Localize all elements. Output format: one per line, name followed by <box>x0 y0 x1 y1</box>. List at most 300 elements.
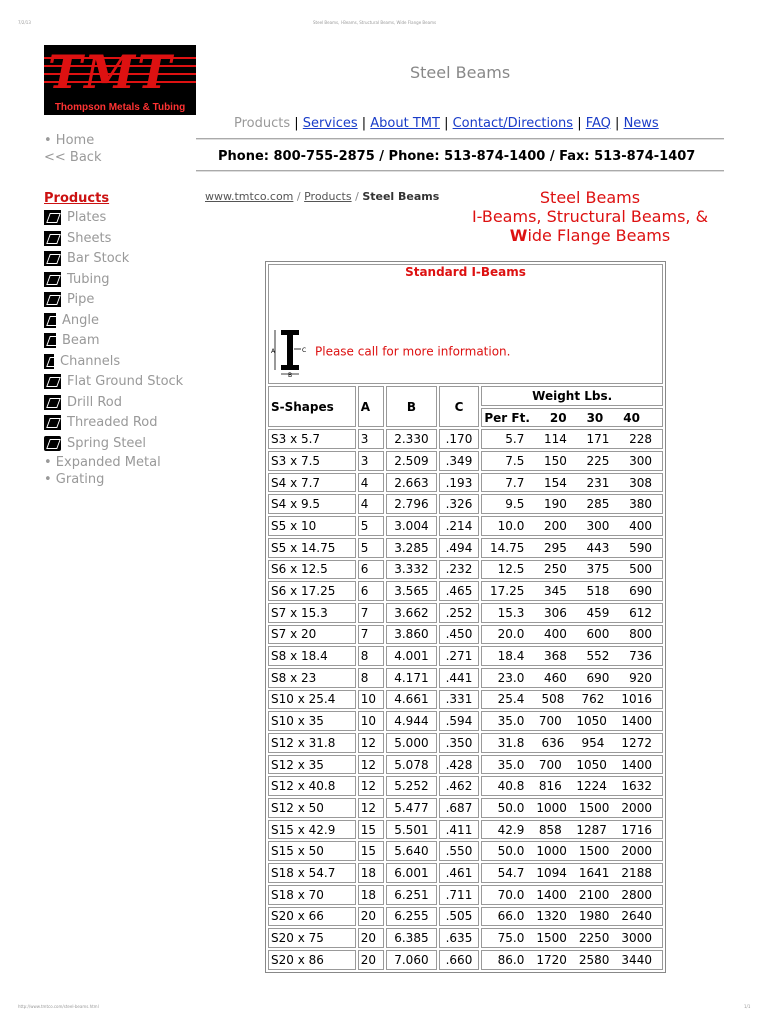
cell-b: 6.251 <box>386 885 436 905</box>
cell-a: 18 <box>358 885 385 905</box>
cell-weights <box>481 494 663 514</box>
cell-shape: S7 x 15.3 <box>268 603 356 623</box>
cell-shape: S12 x 50 <box>268 798 356 818</box>
cell-a: 3 <box>358 451 385 471</box>
cell-per-ft: 50.0 <box>497 800 525 815</box>
cell-per-ft: 5.7 <box>505 432 525 447</box>
cell-c: .635 <box>439 928 480 948</box>
cell-c: .461 <box>439 863 480 883</box>
table-row <box>268 451 663 471</box>
cell-per-ft: 40.8 <box>497 779 525 794</box>
cell-per-ft: 17.25 <box>490 584 525 599</box>
cell-c: .193 <box>439 473 480 493</box>
sidebar-grating-link[interactable]: • Grating <box>44 472 105 487</box>
cell-a: 12 <box>358 798 385 818</box>
cell-shape: S12 x 31.8 <box>268 733 356 753</box>
sidebar-item-label: Bar Stock <box>67 251 130 266</box>
cell-40: 2640 <box>621 909 652 924</box>
cell-40: 2000 <box>621 800 652 815</box>
cell-20: 114 <box>544 432 567 447</box>
cell-shape: S6 x 12.5 <box>268 560 356 580</box>
cell-b: 2.796 <box>386 494 436 514</box>
i-beam-diagram-icon <box>271 327 311 377</box>
header-per-ft: Per Ft. <box>484 410 530 425</box>
cell-a: 12 <box>358 755 385 775</box>
table-caption: Standard I-Beams <box>405 265 526 279</box>
cell-30: 552 <box>586 649 610 664</box>
cell-weights <box>481 538 663 558</box>
sidebar-item-label: Drill Rod <box>67 394 122 410</box>
header-weight-columns <box>481 408 663 428</box>
cell-b: 7.060 <box>386 950 436 970</box>
cell-c: .411 <box>439 820 480 840</box>
cell-a: 8 <box>358 668 385 688</box>
table-row <box>268 494 663 514</box>
cell-30: 1980 <box>578 909 610 924</box>
cell-per-ft: 42.9 <box>497 822 525 837</box>
sidebar-item-label: Pipe <box>67 292 95 307</box>
cell-c: .271 <box>439 646 480 666</box>
cell-a: 5 <box>358 538 385 558</box>
headline-line-3 <box>440 226 740 245</box>
breadcrumb-site-link[interactable]: www.tmtco.com <box>205 190 294 203</box>
cell-40: 2188 <box>621 865 652 880</box>
sidebar-item-sheets[interactable] <box>44 229 183 250</box>
cell-40: 380 <box>629 497 652 512</box>
nav-news-link[interactable]: News <box>623 116 659 131</box>
header-20: 20 <box>549 410 567 425</box>
cell-per-ft: 50.0 <box>497 844 525 859</box>
cell-per-ft: 54.7 <box>497 865 525 880</box>
cell-b: 3.565 <box>386 581 436 601</box>
cell-30: 518 <box>586 584 610 599</box>
cell-per-ft: 7.7 <box>505 475 525 490</box>
table-row <box>268 560 663 580</box>
cell-weights <box>481 516 663 536</box>
cell-a: 7 <box>358 625 385 645</box>
cell-weights <box>481 690 663 710</box>
tmt-logo[interactable] <box>44 45 196 115</box>
cell-per-ft: 70.0 <box>497 887 525 902</box>
cell-20: 1000 <box>536 844 567 859</box>
table-row <box>268 928 663 948</box>
cell-20: 154 <box>544 475 567 490</box>
cell-c: .331 <box>439 690 480 710</box>
cell-30: 225 <box>586 453 610 468</box>
sidebar-item-angle[interactable] <box>44 311 183 332</box>
cell-30: 690 <box>586 670 610 685</box>
cell-weights <box>481 950 663 970</box>
cell-weights <box>481 473 663 493</box>
cell-c: .660 <box>439 950 480 970</box>
cell-c: .550 <box>439 841 480 861</box>
cell-a: 4 <box>358 494 385 514</box>
cell-20: 1720 <box>536 952 567 967</box>
cell-20: 1320 <box>536 909 567 924</box>
cell-a: 6 <box>358 581 385 601</box>
table-row <box>268 711 663 731</box>
table-row <box>268 581 663 601</box>
cell-shape: S10 x 25.4 <box>268 690 356 710</box>
pipe-icon <box>44 292 61 307</box>
sidebar-item-label: Tubing <box>67 271 110 287</box>
cell-b: 3.285 <box>386 538 436 558</box>
cell-c: .594 <box>439 711 480 731</box>
breadcrumb-products-link[interactable]: Products <box>304 190 352 203</box>
cell-20: 368 <box>544 649 567 664</box>
cell-shape: S6 x 17.25 <box>268 581 356 601</box>
cell-20: 295 <box>544 540 567 555</box>
cell-30: 1050 <box>576 757 607 772</box>
cell-30: 1050 <box>576 714 607 729</box>
header-b: B <box>386 386 436 427</box>
sheets-icon <box>44 231 61 246</box>
cell-20: 1500 <box>536 931 567 946</box>
cell-b: 3.662 <box>386 603 436 623</box>
cell-30: 2250 <box>578 931 610 946</box>
cell-shape: S20 x 86 <box>268 950 356 970</box>
sidebar-item-beam[interactable] <box>44 331 183 352</box>
diagram-label-a: A <box>271 348 276 355</box>
cell-b: 5.640 <box>386 841 436 861</box>
cell-c: .465 <box>439 581 480 601</box>
cell-b: 2.509 <box>386 451 436 471</box>
cell-shape: S5 x 14.75 <box>268 538 356 558</box>
cell-b: 4.171 <box>386 668 436 688</box>
cell-weights <box>481 863 663 883</box>
sidebar-item-threaded-rod[interactable] <box>44 413 183 434</box>
logo-subtitle: Thompson Metals & Tubing <box>44 102 196 113</box>
cell-shape: S18 x 70 <box>268 885 356 905</box>
cell-b: 5.501 <box>386 820 436 840</box>
table-row <box>268 885 663 905</box>
cell-c: .505 <box>439 907 480 927</box>
nav-contact-link[interactable]: Contact/Directions <box>452 116 574 131</box>
print-footer-url: http://www.tmtco.com/steel-beams.html <box>18 1004 99 1009</box>
cell-30: 954 <box>581 735 605 750</box>
sidebar-products-heading[interactable]: Products <box>44 191 110 206</box>
headline-line-3-rest: ide Flange Beams <box>527 226 671 245</box>
cell-weights <box>481 885 663 905</box>
sidebar-item-label: Plates <box>67 210 107 225</box>
cell-20: 858 <box>538 822 562 837</box>
table-caption-cell <box>268 264 663 384</box>
spring-steel-icon <box>44 436 61 451</box>
cell-40: 690 <box>629 584 652 599</box>
cell-per-ft: 15.3 <box>497 605 525 620</box>
cell-per-ft: 75.0 <box>497 931 525 946</box>
cell-per-ft: 66.0 <box>497 909 525 924</box>
nav-divider <box>196 138 724 140</box>
cell-40: 300 <box>629 453 652 468</box>
cell-b: 5.078 <box>386 755 436 775</box>
cell-c: .349 <box>439 451 480 471</box>
cell-b: 5.252 <box>386 776 436 796</box>
call-for-info-text: Please call for more information. <box>315 344 511 359</box>
cell-30: 459 <box>586 605 610 620</box>
cell-a: 10 <box>358 711 385 731</box>
cell-20: 508 <box>541 692 565 707</box>
cell-shape: S15 x 50 <box>268 841 356 861</box>
cell-shape: S3 x 5.7 <box>268 429 356 449</box>
cell-b: 5.000 <box>386 733 436 753</box>
cell-20: 1094 <box>536 865 567 880</box>
cell-per-ft: 12.5 <box>497 562 525 577</box>
cell-30: 1500 <box>578 800 610 815</box>
cell-weights <box>481 625 663 645</box>
cell-40: 1016 <box>621 692 652 707</box>
cell-20: 150 <box>544 453 567 468</box>
cell-40: 736 <box>629 649 652 664</box>
cell-40: 590 <box>629 540 652 555</box>
cell-b: 4.001 <box>386 646 436 666</box>
cell-per-ft: 20.0 <box>497 627 525 642</box>
cell-b: 6.385 <box>386 928 436 948</box>
table-row <box>268 603 663 623</box>
diagram-label-c: C <box>302 347 307 354</box>
sidebar-item-spring-steel[interactable] <box>44 434 183 455</box>
cell-per-ft: 14.75 <box>490 540 525 555</box>
cell-c: .232 <box>439 560 480 580</box>
cell-30: 2580 <box>578 952 610 967</box>
standard-i-beams-table <box>265 261 666 973</box>
cell-20: 306 <box>544 605 567 620</box>
cell-a: 15 <box>358 820 385 840</box>
cell-30: 1500 <box>578 844 610 859</box>
cell-40: 800 <box>629 627 652 642</box>
sidebar-expanded-metal-link[interactable]: • Expanded Metal <box>44 455 161 470</box>
cell-c: .428 <box>439 755 480 775</box>
cell-per-ft: 7.5 <box>505 453 525 468</box>
sidebar-item-tubing[interactable] <box>44 270 183 291</box>
cell-weights <box>481 581 663 601</box>
threaded-rod-icon <box>44 415 61 430</box>
cell-c: .252 <box>439 603 480 623</box>
table-row <box>268 863 663 883</box>
sidebar-item-label: Spring Steel <box>67 435 147 451</box>
cell-b: 6.001 <box>386 863 436 883</box>
cell-30: 443 <box>586 540 610 555</box>
sidebar-item-drill-rod[interactable] <box>44 393 183 414</box>
nav-products-current: Products <box>234 116 291 131</box>
cell-per-ft: 86.0 <box>497 952 525 967</box>
cell-shape: S18 x 54.7 <box>268 863 356 883</box>
cell-weights <box>481 451 663 471</box>
cell-c: .450 <box>439 625 480 645</box>
cell-shape: S8 x 23 <box>268 668 356 688</box>
cell-c: .711 <box>439 885 480 905</box>
cell-weights <box>481 668 663 688</box>
sidebar-back-link[interactable]: << Back <box>44 150 102 165</box>
header-s-shapes: S-Shapes <box>268 386 356 427</box>
cell-b: 3.004 <box>386 516 436 536</box>
cell-20: 190 <box>544 497 567 512</box>
cell-20: 636 <box>541 735 565 750</box>
cell-30: 300 <box>586 518 610 533</box>
beam-icon <box>44 333 56 348</box>
diagram-label-b: B <box>288 372 293 377</box>
cell-40: 2000 <box>621 844 652 859</box>
table-row <box>268 841 663 861</box>
table-row <box>268 625 663 645</box>
table-row <box>268 776 663 796</box>
cell-20: 200 <box>544 518 567 533</box>
cell-b: 3.860 <box>386 625 436 645</box>
call-info-row <box>271 327 660 377</box>
header-30: 30 <box>586 410 604 425</box>
phone-line: Phone: 800-755-2875 / Phone: 513-874-1400 / Fax: 513-874-1407 <box>218 149 696 164</box>
breadcrumb-current: Steel Beams <box>362 190 440 203</box>
cell-c: .170 <box>439 429 480 449</box>
header-c: C <box>439 386 480 427</box>
cell-a: 18 <box>358 863 385 883</box>
logo-letters: TMT <box>48 45 174 99</box>
cell-shape: S12 x 40.8 <box>268 776 356 796</box>
sidebar-item-plates[interactable] <box>44 208 183 229</box>
sidebar-item-label: Threaded Rod <box>67 415 158 430</box>
cell-shape: S20 x 66 <box>268 907 356 927</box>
cell-30: 1224 <box>576 779 607 794</box>
print-footer-page: 1/1 <box>744 1004 751 1009</box>
cell-a: 20 <box>358 907 385 927</box>
cell-30: 171 <box>586 432 610 447</box>
print-date: 7/2/13 <box>18 20 31 25</box>
table-row <box>268 538 663 558</box>
cell-per-ft: 18.4 <box>497 649 525 664</box>
cell-b: 2.330 <box>386 429 436 449</box>
sidebar-item-label: Flat Ground Stock <box>67 374 184 389</box>
sidebar-item-flat-ground-stock[interactable] <box>44 372 183 393</box>
cell-20: 250 <box>544 562 567 577</box>
site-title: Steel Beams <box>410 63 511 82</box>
cell-a: 15 <box>358 841 385 861</box>
cell-30: 2100 <box>578 887 610 902</box>
nav-faq-link[interactable]: FAQ <box>585 116 611 131</box>
cell-per-ft: 10.0 <box>497 518 525 533</box>
cell-40: 228 <box>629 432 652 447</box>
cell-weights <box>481 603 663 623</box>
header-40: 40 <box>623 410 640 425</box>
cell-40: 3000 <box>621 931 652 946</box>
cell-20: 460 <box>544 670 567 685</box>
cell-30: 1287 <box>576 822 607 837</box>
cell-b: 2.663 <box>386 473 436 493</box>
cell-c: .462 <box>439 776 480 796</box>
table-row <box>268 690 663 710</box>
cell-30: 1641 <box>578 865 610 880</box>
sidebar-item-label: Beam <box>62 333 100 348</box>
cell-30: 285 <box>586 497 610 512</box>
cell-20: 400 <box>544 627 567 642</box>
cell-20: 700 <box>538 714 562 729</box>
headline-line-2: I-Beams, Structural Beams, & <box>471 207 709 226</box>
cell-40: 1632 <box>621 779 652 794</box>
sidebar-item-pipe[interactable] <box>44 290 183 311</box>
cell-40: 1716 <box>621 822 652 837</box>
cell-40: 3440 <box>621 952 652 967</box>
cell-shape: S4 x 7.7 <box>268 473 356 493</box>
cell-20: 816 <box>538 779 562 794</box>
cell-b: 4.661 <box>386 690 436 710</box>
cell-c: .494 <box>439 538 480 558</box>
cell-a: 4 <box>358 473 385 493</box>
table-row <box>268 668 663 688</box>
cell-weights <box>481 755 663 775</box>
sidebar-item-channels[interactable] <box>44 352 183 373</box>
cell-a: 10 <box>358 690 385 710</box>
breadcrumb: www.tmtco.com / Products / Steel Beams <box>205 190 440 203</box>
cell-c: .441 <box>439 668 480 688</box>
sidebar-item-bar-stock[interactable] <box>44 249 183 270</box>
angle-icon <box>44 313 56 328</box>
cell-c: .687 <box>439 798 480 818</box>
sidebar-item-label: Channels <box>60 353 121 369</box>
cell-weights <box>481 711 663 731</box>
cell-a: 7 <box>358 603 385 623</box>
cell-c: .350 <box>439 733 480 753</box>
table-row <box>268 820 663 840</box>
cell-b: 4.944 <box>386 711 436 731</box>
cell-40: 500 <box>629 562 652 577</box>
nav-services-link[interactable]: Services <box>302 116 358 131</box>
cell-c: .214 <box>439 516 480 536</box>
header-weight: Weight Lbs. <box>481 386 663 406</box>
cell-20: 1000 <box>536 800 567 815</box>
phone-divider <box>196 170 724 172</box>
table-row <box>268 798 663 818</box>
table-row <box>268 429 663 449</box>
sidebar-home-link[interactable]: • Home <box>44 133 95 148</box>
cell-a: 5 <box>358 516 385 536</box>
bar-stock-icon <box>44 251 61 266</box>
cell-weights <box>481 733 663 753</box>
cell-weights <box>481 776 663 796</box>
cell-40: 1400 <box>621 714 652 729</box>
cell-weights <box>481 928 663 948</box>
cell-b: 5.477 <box>386 798 436 818</box>
cell-shape: S7 x 20 <box>268 625 356 645</box>
cell-a: 8 <box>358 646 385 666</box>
cell-a: 20 <box>358 928 385 948</box>
cell-a: 12 <box>358 733 385 753</box>
cell-weights <box>481 646 663 666</box>
cell-per-ft: 35.0 <box>497 757 525 772</box>
header-a: A <box>358 386 385 427</box>
table-row <box>268 646 663 666</box>
table-row <box>268 950 663 970</box>
sidebar-item-label: Angle <box>62 312 99 328</box>
cell-20: 345 <box>544 584 567 599</box>
table-row <box>268 907 663 927</box>
cell-weights <box>481 820 663 840</box>
cell-a: 3 <box>358 429 385 449</box>
cell-per-ft: 35.0 <box>497 714 525 729</box>
cell-40: 612 <box>629 605 652 620</box>
cell-weights <box>481 907 663 927</box>
cell-per-ft: 23.0 <box>497 670 525 685</box>
flat-ground-stock-icon <box>44 374 61 389</box>
cell-40: 308 <box>629 475 652 490</box>
cell-per-ft: 9.5 <box>505 497 525 512</box>
nav-about-link[interactable]: About TMT <box>370 116 440 131</box>
channels-icon <box>44 354 54 369</box>
top-nav: Products | Services | About TMT | Contact/Directions | FAQ | News <box>234 116 659 131</box>
cell-c: .326 <box>439 494 480 514</box>
page-headline <box>440 188 740 245</box>
cell-shape: S20 x 75 <box>268 928 356 948</box>
cell-b: 6.255 <box>386 907 436 927</box>
cell-40: 2800 <box>621 887 652 902</box>
